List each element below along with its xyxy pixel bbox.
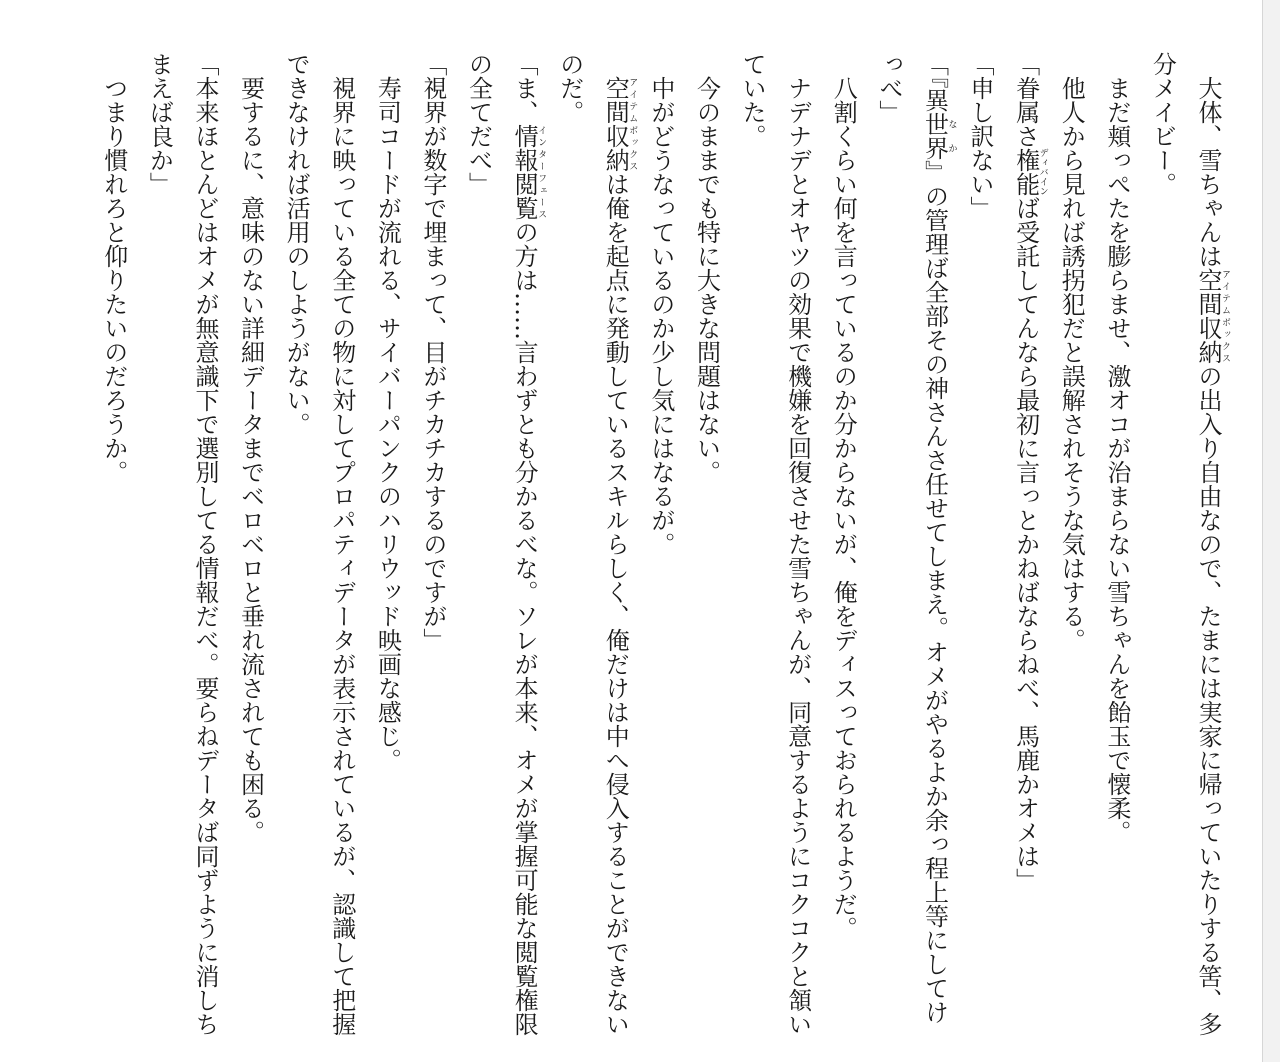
text-run: 今のままでも特に大きな問題はない。	[692, 76, 721, 484]
text-run: の出入り自由なので、たまには実家に帰っていたりする筈、多分メイビー。	[1148, 52, 1222, 1036]
text-run: ば受託してんなら最初に言っとかねばならねべ、馬鹿かオメは」	[1011, 196, 1040, 892]
text-run: ナデナデとオヤツの効果で機嫌を回復させた雪ちゃんが、同意するようにコクコクと頷いていた。	[738, 52, 812, 1036]
text-run: 要するに、意味のない詳細データまでベロベロと垂れ流されても困る。	[236, 76, 265, 844]
paragraph	[1002, 52, 1048, 1042]
paragraph	[683, 52, 729, 1042]
paragraph	[409, 52, 455, 1042]
ruby-annotation	[601, 76, 638, 172]
ruby-base: 権能	[1011, 148, 1040, 196]
ruby-base: 空間収納	[1194, 268, 1222, 364]
paragraph	[637, 52, 683, 1042]
ruby-base: 空間収納	[601, 76, 630, 172]
paragraph	[90, 52, 136, 1042]
paragraph	[1093, 52, 1139, 1042]
ruby-reading: なか	[946, 112, 957, 160]
page-edge	[1262, 0, 1280, 1062]
text-run: 「視界が数字で埋まって、目がチカチカするのですが」	[418, 52, 447, 652]
text-run: は俺を起点に発動しているスキルらしく、俺だけは中へ侵入することができないのだ。	[555, 52, 630, 1036]
text-run: つまり慣れろと仰りたいのだろうか。	[99, 76, 128, 484]
text-run: 「ま、	[510, 52, 539, 124]
paragraph	[1139, 52, 1230, 1042]
paragraph	[820, 52, 866, 1042]
text-run: 寿司コードが流れる、サイバーパンクのハリウッド映画な感じ。	[373, 76, 402, 772]
paragraph	[273, 52, 364, 1042]
paragraph	[728, 52, 819, 1042]
paragraph	[546, 52, 637, 1042]
ruby-annotation	[920, 112, 957, 160]
paragraph	[455, 52, 546, 1042]
ruby-base: 情報閲覧	[510, 124, 539, 220]
text-run: 「『異	[920, 52, 949, 112]
text-run: 大体、雪ちゃんは	[1194, 76, 1222, 268]
text-run: 「本来ほとんどはオメが無意識下で選別してる情報だべ。要らねデータば同ずように消しちまえば良か」	[145, 52, 219, 1036]
ruby-annotation	[510, 124, 547, 220]
ruby-reading: ディバイン	[1037, 148, 1048, 196]
text-run: まだ頬っぺたを膨らませ、激オコが治まらない雪ちゃんを飴玉で懐柔。	[1102, 76, 1131, 844]
paragraph	[956, 52, 1002, 1042]
paragraph	[136, 52, 227, 1042]
vertical-text-body	[40, 52, 1230, 1042]
paragraph	[865, 52, 956, 1042]
text-run: 他人から見れば誘拐犯だと誤解されそうな気はする。	[1057, 76, 1086, 652]
text-run: 中がどうなっているのか少し気にはなるが。	[646, 76, 675, 556]
paragraph	[1048, 52, 1094, 1042]
text-run: 「眷属さ	[1011, 52, 1040, 148]
ruby-reading: アイテムボックス	[1220, 268, 1230, 364]
paragraph	[227, 52, 273, 1042]
paragraph	[364, 52, 410, 1042]
ruby-reading: アイテムボックス	[627, 76, 638, 172]
text-run: 八割くらい何を言っているのか分からないが、俺をディスっておられるようだ。	[829, 76, 858, 940]
text-run: 』の管理ば全部その神さんさ任せてしまえ。オメがやるよか余っ程上等にしてけっべ」	[874, 52, 949, 1024]
ruby-annotation	[1011, 148, 1048, 196]
text-run: の方は……言わずとも分かるべな。ソレが本来、オメが掌握可能な閲覧権限の全てだべ」	[464, 52, 539, 1036]
text-run: 視界に映っている全ての物に対してプロパティデータが表示されているが、認識して把握できなければ活用のしようがない。	[282, 52, 356, 1036]
ruby-annotation	[1194, 268, 1230, 364]
text-run: 「申し訳ない」	[966, 52, 995, 220]
ruby-base: 世界	[920, 112, 949, 160]
ruby-reading: インターフェース	[536, 124, 547, 220]
